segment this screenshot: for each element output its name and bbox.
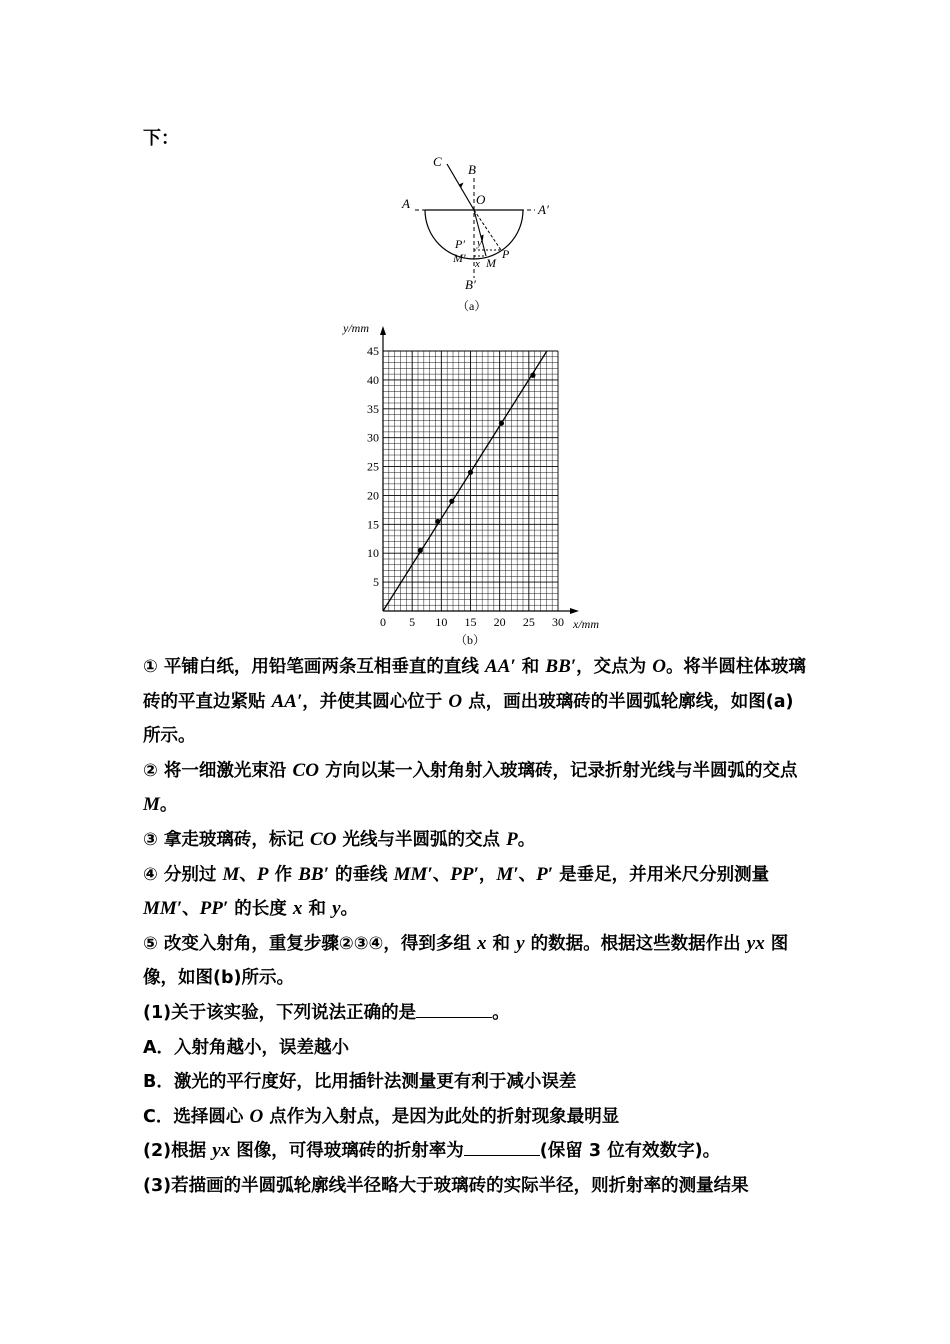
label-y: y [477,237,482,249]
chart-axes [380,326,579,614]
label-a-prime: A′ [538,202,549,217]
data-point [449,499,454,504]
question-2: (2)根据 yx 图像，可得玻璃砖的折射率为 (保留 3 位有效数字)。 [143,1140,721,1162]
question-body [143,650,811,1204]
y-tick-label: 20 [367,488,379,503]
step-4: ④ 分别过 M、P 作 BB′ 的垂线 MM′、PP′，M′、P′ 是垂足，并用米尺分别测量 MM′、PP′ 的长度 x 和 y。 [143,863,770,920]
answer-blank-2[interactable] [464,1141,540,1156]
label-m: M [486,256,496,270]
y-tick-label: 10 [367,546,379,561]
y-tick-label: 40 [367,372,379,387]
data-point [418,548,423,553]
figure-b-caption: （b） [455,633,486,647]
x-tick-label: 20 [493,615,506,629]
refracted-ray-om [474,210,486,256]
x-axis-arrow [570,608,579,614]
label-m-prime: M′ [453,251,466,265]
y-tick-label: 15 [367,517,379,532]
fit-line [383,351,547,611]
x-tick-label: 25 [522,615,535,629]
chart-grid [383,351,558,611]
data-point [468,470,473,475]
y-tick-label: 30 [367,430,379,445]
question-3: (3)若描画的半圆弧轮廓线半径略大于玻璃砖的实际半径，则折射率的测量结果 [143,1175,749,1196]
x-tick-label: 0 [380,615,386,629]
y-tick-label: 35 [367,401,379,416]
data-point [530,373,535,378]
figure-a-caption: （a） [457,299,487,313]
figure-b-chart [335,318,625,650]
label-p: P [502,247,510,261]
step-1: ① 平铺白纸，用铅笔画两条互相垂直的直线 AA′ 和 BB′，交点为 O。将半圆柱体玻璃砖的平直边紧贴 AA′，并使其圆心位于 O 点，画出玻璃砖的半圆弧轮廓线，如图(a)所示。 [143,656,806,747]
option-b: B．激光的平行度好，比用插针法测量更有利于减小误差 [143,1072,577,1093]
y-tick-label: 45 [367,344,379,358]
y-tick-label: 5 [373,575,379,590]
data-point [499,421,504,426]
label-p-prime: P′ [455,237,465,251]
step-5: ⑤ 改变入射角，重复步骤②③④，得到多组 x 和 y 的数据。根据这些数据作出 yx 图像，如图(b)所示。 [143,932,789,989]
x-axis-label: x/mm [573,617,599,631]
label-x: x [475,258,480,270]
label-o: O [476,192,486,207]
intro-text: 下： [143,128,179,149]
y-axis-label: y/mm [343,321,369,335]
answer-blank-1[interactable] [416,1003,492,1018]
question-1: (1)关于该实验，下列说法正确的是 。 [143,1002,510,1023]
label-b: B [468,162,476,177]
y-tick-label: 25 [367,459,379,474]
step-3: ③ 拿走玻璃砖，标记 CO 光线与半圆弧的交点 P。 [143,828,536,850]
incident-ray-arrow [459,183,464,189]
data-point [435,519,440,524]
x-tick-label: 10 [435,615,448,629]
x-tick-label: 30 [552,615,564,629]
label-b-prime: B′ [465,277,476,292]
label-a: A [402,196,410,211]
y-axis-arrow [380,326,386,335]
option-c: C．选择圆心 O 点作为入射点，是因为此处的折射现象最明显 [143,1105,620,1127]
option-a: A．入射角越小，误差越小 [143,1037,350,1058]
x-tick-label: 5 [409,615,416,629]
x-tick-label: 15 [464,615,477,629]
label-c: C [433,154,442,169]
figure-a-diagram [395,150,565,315]
step-2: ② 将一细激光束沿 CO 方向以某一入射角射入玻璃砖，记录折射光线与半圆弧的交点 M。 [143,759,798,816]
